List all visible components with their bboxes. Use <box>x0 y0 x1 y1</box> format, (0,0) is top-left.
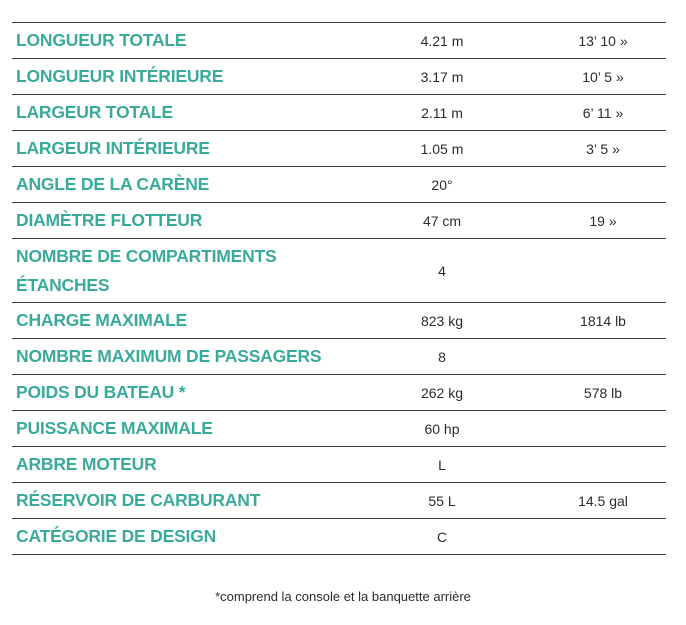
spec-metric-value: 1.05 m <box>420 140 464 157</box>
table-row <box>12 23 666 59</box>
spec-imperial-value: 3’ 5 » <box>586 140 620 157</box>
spec-label: RÉSERVOIR DE CARBURANT <box>16 490 261 510</box>
spec-table <box>12 22 666 555</box>
table-row <box>12 303 666 339</box>
spec-metric-value: 8 <box>438 348 446 365</box>
spec-label: POIDS DU BATEAU * <box>16 382 186 402</box>
table-row <box>12 59 666 95</box>
spec-label: LONGUEUR TOTALE <box>16 30 187 50</box>
spec-imperial-value <box>532 411 666 447</box>
spec-imperial-value: 13’ 10 » <box>578 32 628 49</box>
spec-metric-value: L <box>438 456 446 473</box>
spec-label: NOMBRE MAXIMUM DE PASSAGERS <box>16 346 322 366</box>
spec-metric-value: 2.11 m <box>421 104 463 121</box>
spec-metric-value: 4 <box>438 262 446 279</box>
table-row <box>12 339 666 375</box>
spec-imperial-value <box>532 447 666 483</box>
spec-label: CHARGE MAXIMALE <box>16 310 188 330</box>
spec-label: NOMBRE DE COMPARTIMENTS ÉTANCHES <box>16 245 277 295</box>
spec-label: ANGLE DE LA CARÈNE <box>16 174 210 194</box>
spec-imperial-value: 19 » <box>589 212 617 229</box>
spec-imperial-value <box>532 339 666 375</box>
table-row <box>12 203 666 239</box>
spec-imperial-value <box>532 167 666 203</box>
spec-imperial-value: 578 lb <box>583 384 623 401</box>
spec-label: CATÉGORIE DE DESIGN <box>16 526 217 546</box>
spec-metric-value: 262 kg <box>420 384 464 401</box>
footnote: *comprend la console et la banquette arrière <box>215 589 471 604</box>
spec-label: LONGUEUR INTÉRIEURE <box>16 66 224 86</box>
table-row <box>12 375 666 411</box>
spec-metric-value: 55 L <box>428 492 456 509</box>
table-row <box>12 239 666 303</box>
table-row <box>12 95 666 131</box>
spec-imperial-value: 14.5 gal <box>578 492 628 509</box>
spec-label: DIAMÈTRE FLOTTEUR <box>16 210 203 230</box>
spec-metric-value: 3.17 m <box>420 68 464 85</box>
spec-metric-value: 20° <box>431 176 453 193</box>
spec-imperial-value: 10’ 5 » <box>582 68 624 85</box>
table-row <box>12 131 666 167</box>
spec-label: LARGEUR INTÉRIEURE <box>16 138 210 158</box>
spec-imperial-value <box>532 519 666 555</box>
table-row <box>12 519 666 555</box>
spec-imperial-value: 6’ 11 » <box>582 104 624 121</box>
spec-metric-value: 47 cm <box>422 212 462 229</box>
spec-metric-value: 4.21 m <box>420 32 464 49</box>
spec-label: LARGEUR TOTALE <box>16 102 173 122</box>
spec-imperial-value: 1814 lb <box>580 312 626 329</box>
table-row <box>12 411 666 447</box>
spec-metric-value: 60 hp <box>424 420 460 437</box>
table-row <box>12 483 666 519</box>
table-row <box>12 447 666 483</box>
spec-label: ARBRE MOTEUR <box>16 454 157 474</box>
spec-metric-value: 823 kg <box>420 312 464 329</box>
spec-label: PUISSANCE MAXIMALE <box>16 418 213 438</box>
spec-metric-value: C <box>436 528 448 545</box>
table-row <box>12 167 666 203</box>
spec-imperial-value <box>532 239 666 303</box>
